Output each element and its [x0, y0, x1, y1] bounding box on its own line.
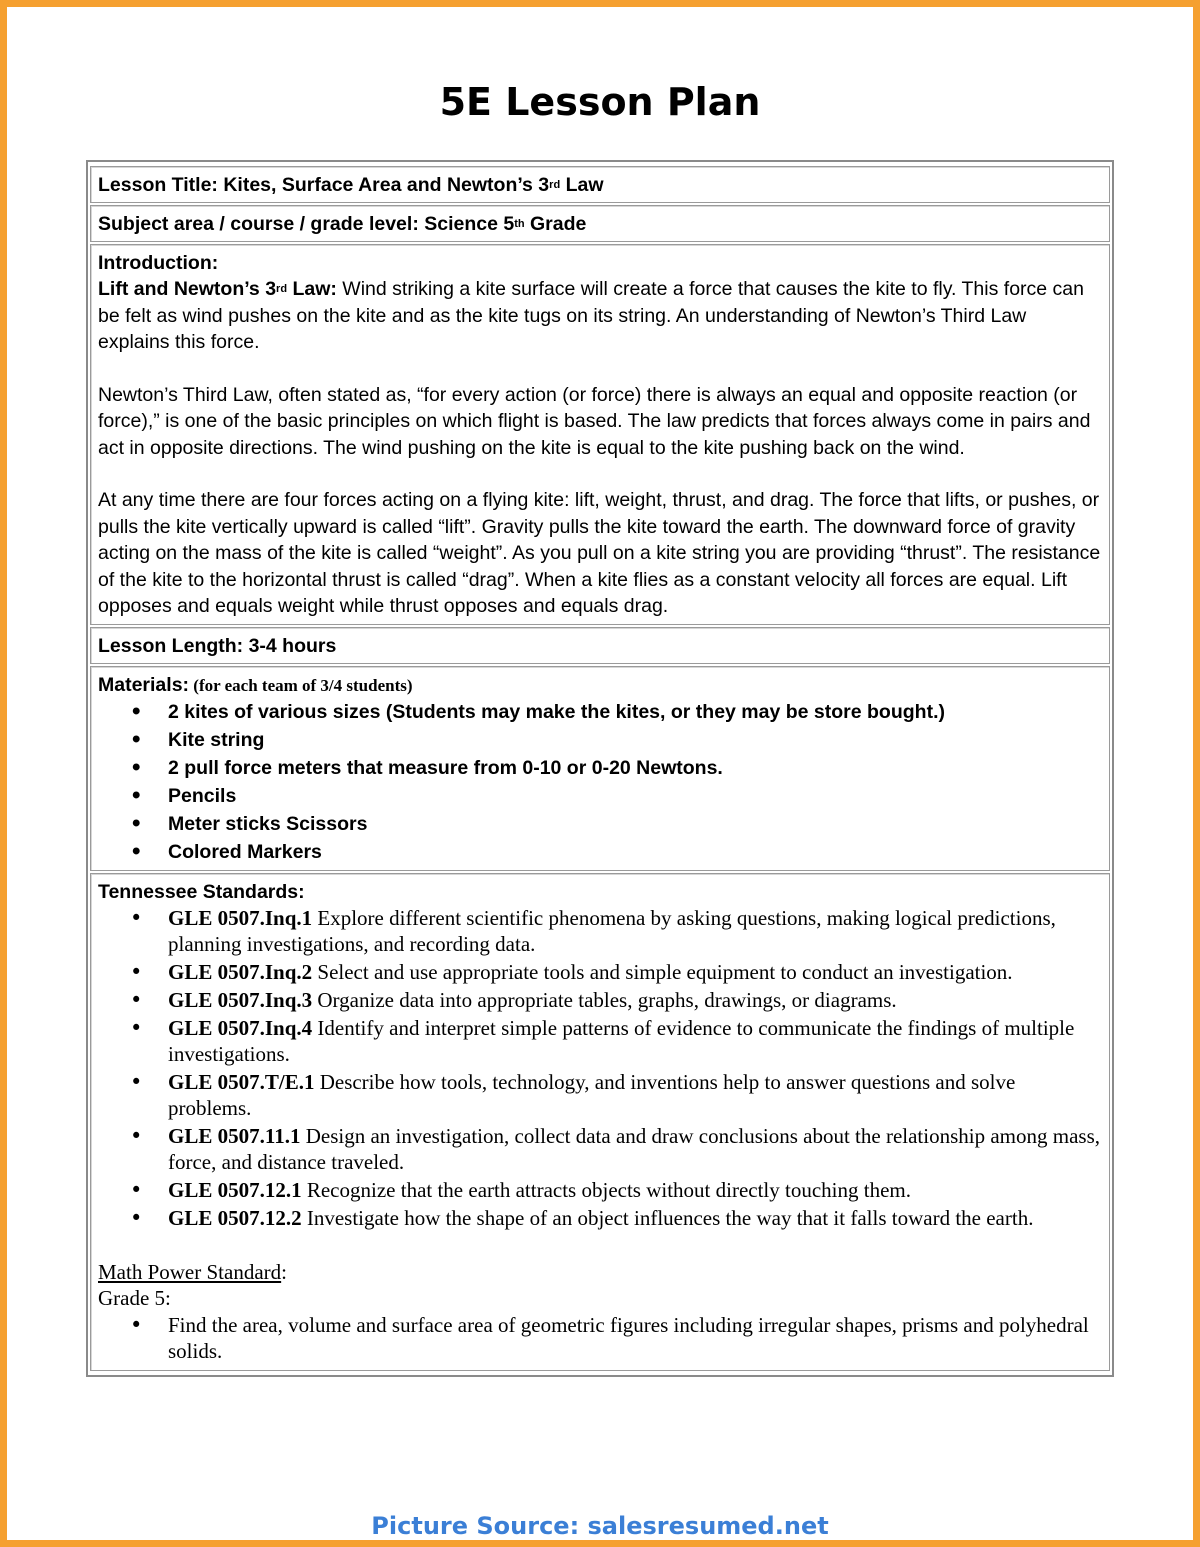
list-item: • GLE 0507.Inq.4 Identify and interpret simple patterns of evidence to communicate the findings of multiple investigations.: [130, 1015, 1075, 1066]
lesson-title-text: Lesson Title: Kites, Surface Area and Newton’s 3: [98, 174, 550, 196]
subject-text: Subject area / course / grade level: Science 5: [98, 213, 515, 235]
introduction-paragraph-1: [98, 276, 1103, 356]
introduction-heading: Introduction:: [98, 252, 219, 274]
math-standard-heading: Math Power Standard:: [98, 1259, 287, 1284]
math-standard-list: [98, 1312, 1103, 1364]
materials-note: (for each team of 3/4 students): [189, 675, 413, 695]
materials-list: [98, 698, 1103, 866]
subject-row: [90, 205, 1110, 242]
lesson-title-suffix: Law: [560, 174, 604, 196]
standards-label: Tennessee Standards:: [98, 880, 305, 903]
list-item: • Find the area, volume and surface area of geometric figures including irregular shapes, prisms and polyhedral solids.: [130, 1312, 1089, 1363]
lesson-title-superscript: rd: [549, 179, 561, 191]
subject-suffix: Grade: [524, 213, 587, 235]
materials-row: [90, 666, 1110, 871]
lift-superscript: rd: [276, 283, 288, 295]
list-item: • 2 kites of various sizes (Students may make the kites, or they may be store bought.): [130, 699, 945, 723]
subject-superscript: th: [514, 218, 525, 230]
list-item: • GLE 0507.T/E.1 Describe how tools, technology, and inventions help to answer questions and solve problems.: [130, 1069, 1016, 1120]
introduction-paragraph-3: At any time there are four forces acting on a flying kite: lift, weight, thrust, and drag. The force that lifts, or pushes, or pulls the kite vertically upward is called “lift”. Gravity pulls the kite toward the earth. The downward force of gravity acting on the mass of the kite is called “weight”. As you pull on a kite string you are providing “thrust”. The resistance of the kite to the horizontal thrust is called “drag”. When a kite flies as a constant velocity all forces are equal. Lift opposes and equals weight while thrust opposes and equals drag.: [98, 489, 1101, 617]
introduction-row: [90, 244, 1110, 625]
list-item: • GLE 0507.Inq.1 Explore different scientific phenomena by asking questions, making logical predictions, planning investigations, and recording data.: [130, 905, 1056, 956]
page-title: 5E Lesson Plan: [439, 80, 761, 124]
list-item: • GLE 0507.Inq.3 Organize data into appropriate tables, graphs, drawings, or diagrams.: [130, 987, 897, 1012]
list-item: • Kite string: [130, 727, 265, 751]
list-item: • Colored Markers: [130, 839, 322, 863]
list-item: • GLE 0507.11.1 Design an investigation, collect data and draw conclusions about the relationship among mass, force, and distance traveled.: [130, 1123, 1101, 1174]
standards-row: [90, 873, 1110, 1371]
lift-label: Lift and Newton’s 3: [98, 278, 277, 300]
introduction-text-1: Wind striking a kite surface will create a force that causes the kite to fly. This force can be felt as wind pushes on the kite and as the kite tugs on its string. An understanding of Newton’s Third Law explains this force.: [98, 278, 1084, 353]
list-item: • 2 pull force meters that measure from 0-10 or 0-20 Newtons.: [130, 755, 723, 779]
list-item: • Pencils: [130, 783, 237, 807]
math-grade: Grade 5:: [98, 1286, 171, 1310]
materials-label: Materials:: [98, 673, 190, 696]
list-item: • GLE 0507.12.1 Recognize that the earth attracts objects without directly touching them.: [130, 1177, 911, 1202]
list-item: • Meter sticks Scissors: [130, 811, 368, 835]
source-caption: Picture Source: salesresumed.net: [371, 1512, 829, 1540]
list-item: • GLE 0507.12.2 Investigate how the shape of an object influences the way that it falls toward the earth.: [130, 1205, 1034, 1230]
lesson-length-row: Lesson Length: 3-4 hours: [90, 627, 1110, 664]
lesson-plan-table: [86, 160, 1114, 1377]
list-item: • GLE 0507.Inq.2 Select and use appropriate tools and simple equipment to conduct an investigation.: [130, 959, 1013, 984]
lesson-title-row: [90, 166, 1110, 203]
standards-list: [98, 905, 1103, 1231]
introduction-paragraph-2: Newton’s Third Law, often stated as, “for every action (or force) there is always an equal and opposite reaction (or force),” is one of the basic principles on which flight is based. The law predicts that forces always come in pairs and act in opposite directions. The wind pushing on the kite is equal to the kite pushing back on the wind.: [98, 383, 1091, 459]
lift-label-suffix: Law:: [287, 278, 337, 300]
